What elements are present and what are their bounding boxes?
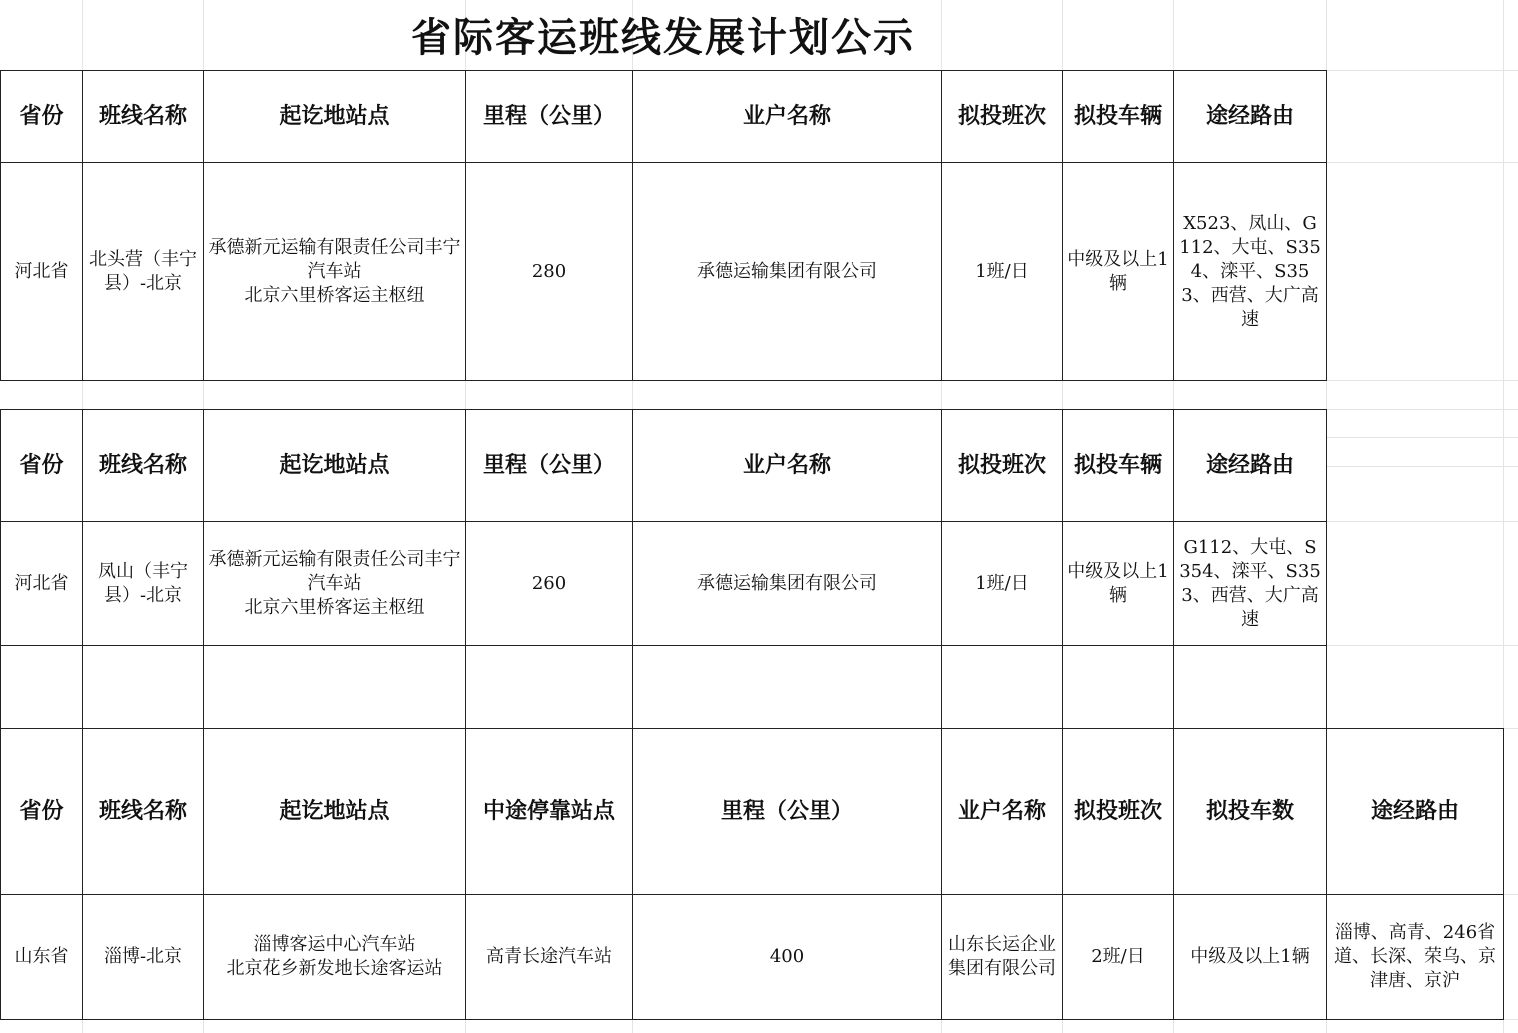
- cell-vehicles: 中级及以上1辆: [1063, 522, 1174, 646]
- cell-trips: 2班/日: [1063, 895, 1174, 1020]
- empty-cell: [1063, 646, 1174, 729]
- table-row: [1, 522, 1327, 646]
- table-row: [1, 895, 1504, 1020]
- cell-route-via: G112、大屯、S354、滦平、S353、西营、大广高速: [1174, 522, 1327, 646]
- empty-cell: [204, 646, 466, 729]
- cell-operator: 承德运输集团有限公司: [633, 522, 942, 646]
- header-route-name: 班线名称: [83, 71, 204, 163]
- cell-vehicles: 中级及以上1辆: [1174, 895, 1327, 1020]
- header-mileage: 里程（公里）: [466, 71, 633, 163]
- cell-route-via: 淄博、高青、246省道、长深、荣乌、京津唐、京沪: [1327, 895, 1504, 1020]
- cell-stop: 高青长途汽车站: [466, 895, 633, 1020]
- cell-mileage: 400: [633, 895, 942, 1020]
- header-route-name: 班线名称: [83, 729, 204, 895]
- header-route-via: 途经路由: [1174, 71, 1327, 163]
- header-row: [1, 410, 1327, 522]
- cell-mileage: 260: [466, 522, 633, 646]
- header-trips: 拟投班次: [942, 410, 1063, 522]
- header-route-name: 班线名称: [83, 410, 204, 522]
- cell-province: 山东省: [1, 895, 83, 1020]
- empty-cell: [83, 646, 204, 729]
- empty-cell: [1174, 646, 1327, 729]
- cell-stations: [204, 522, 466, 646]
- header-row: [1, 729, 1504, 895]
- destination-station: 北京六里桥客运主枢纽: [244, 284, 425, 306]
- destination-station: 北京花乡新发地长途客运站: [226, 958, 443, 979]
- cell-mileage: 280: [466, 163, 633, 381]
- header-operator: 业户名称: [633, 71, 942, 163]
- header-mileage: 里程（公里）: [466, 410, 633, 522]
- header-stops: 中途停靠站点: [466, 729, 633, 895]
- header-route-via: 途经路由: [1327, 729, 1504, 895]
- cell-route-name: 北头营（丰宁县）-北京: [83, 163, 204, 381]
- header-mileage: 里程（公里）: [633, 729, 942, 895]
- header-vehicles: 拟投车数: [1174, 729, 1327, 895]
- cell-trips: 1班/日: [942, 522, 1063, 646]
- cell-route-name: 淄博-北京: [83, 895, 204, 1020]
- cell-vehicles: 中级及以上1辆: [1063, 163, 1174, 381]
- empty-cell: [466, 646, 633, 729]
- cell-province: 河北省: [1, 163, 83, 381]
- origin-station: 淄博客运中心汽车站: [253, 934, 416, 955]
- header-province: 省份: [1, 729, 83, 895]
- header-trips: 拟投班次: [1063, 729, 1174, 895]
- header-vehicles: 拟投车辆: [1063, 410, 1174, 522]
- cell-operator: 山东长运企业集团有限公司: [942, 895, 1063, 1020]
- empty-cell: [633, 646, 942, 729]
- empty-row: [1, 646, 1327, 729]
- cell-province: 河北省: [1, 522, 83, 646]
- origin-station: 承德新元运输有限责任公司丰宁汽车站: [208, 548, 461, 594]
- route-table-1: [0, 70, 1327, 381]
- cell-operator: 承德运输集团有限公司: [633, 163, 942, 381]
- header-stations: 起讫地站点: [204, 410, 466, 522]
- route-table-3: [0, 728, 1504, 1020]
- header-province: 省份: [1, 71, 83, 163]
- cell-stations: [204, 163, 466, 381]
- empty-cell: [1, 646, 83, 729]
- header-trips: 拟投班次: [942, 71, 1063, 163]
- header-province: 省份: [1, 410, 83, 522]
- cell-trips: 1班/日: [942, 163, 1063, 381]
- cell-stations: [204, 895, 466, 1020]
- header-route-via: 途经路由: [1174, 410, 1327, 522]
- cell-route-via: X523、凤山、G112、大屯、S354、滦平、S353、西营、大广高速: [1174, 163, 1327, 381]
- route-table-2: [0, 409, 1327, 729]
- header-vehicles: 拟投车辆: [1063, 71, 1174, 163]
- cell-route-name: 凤山（丰宁县）-北京: [83, 522, 204, 646]
- header-stations: 起讫地站点: [204, 729, 466, 895]
- table-row: [1, 163, 1327, 381]
- empty-cell: [942, 646, 1063, 729]
- header-row: [1, 71, 1327, 163]
- origin-station: 承德新元运输有限责任公司丰宁汽车站: [208, 236, 461, 282]
- header-operator: 业户名称: [942, 729, 1063, 895]
- page-title: 省际客运班线发展计划公示: [411, 15, 915, 61]
- header-operator: 业户名称: [633, 410, 942, 522]
- destination-station: 北京六里桥客运主枢纽: [244, 596, 425, 618]
- header-stations: 起讫地站点: [204, 71, 466, 163]
